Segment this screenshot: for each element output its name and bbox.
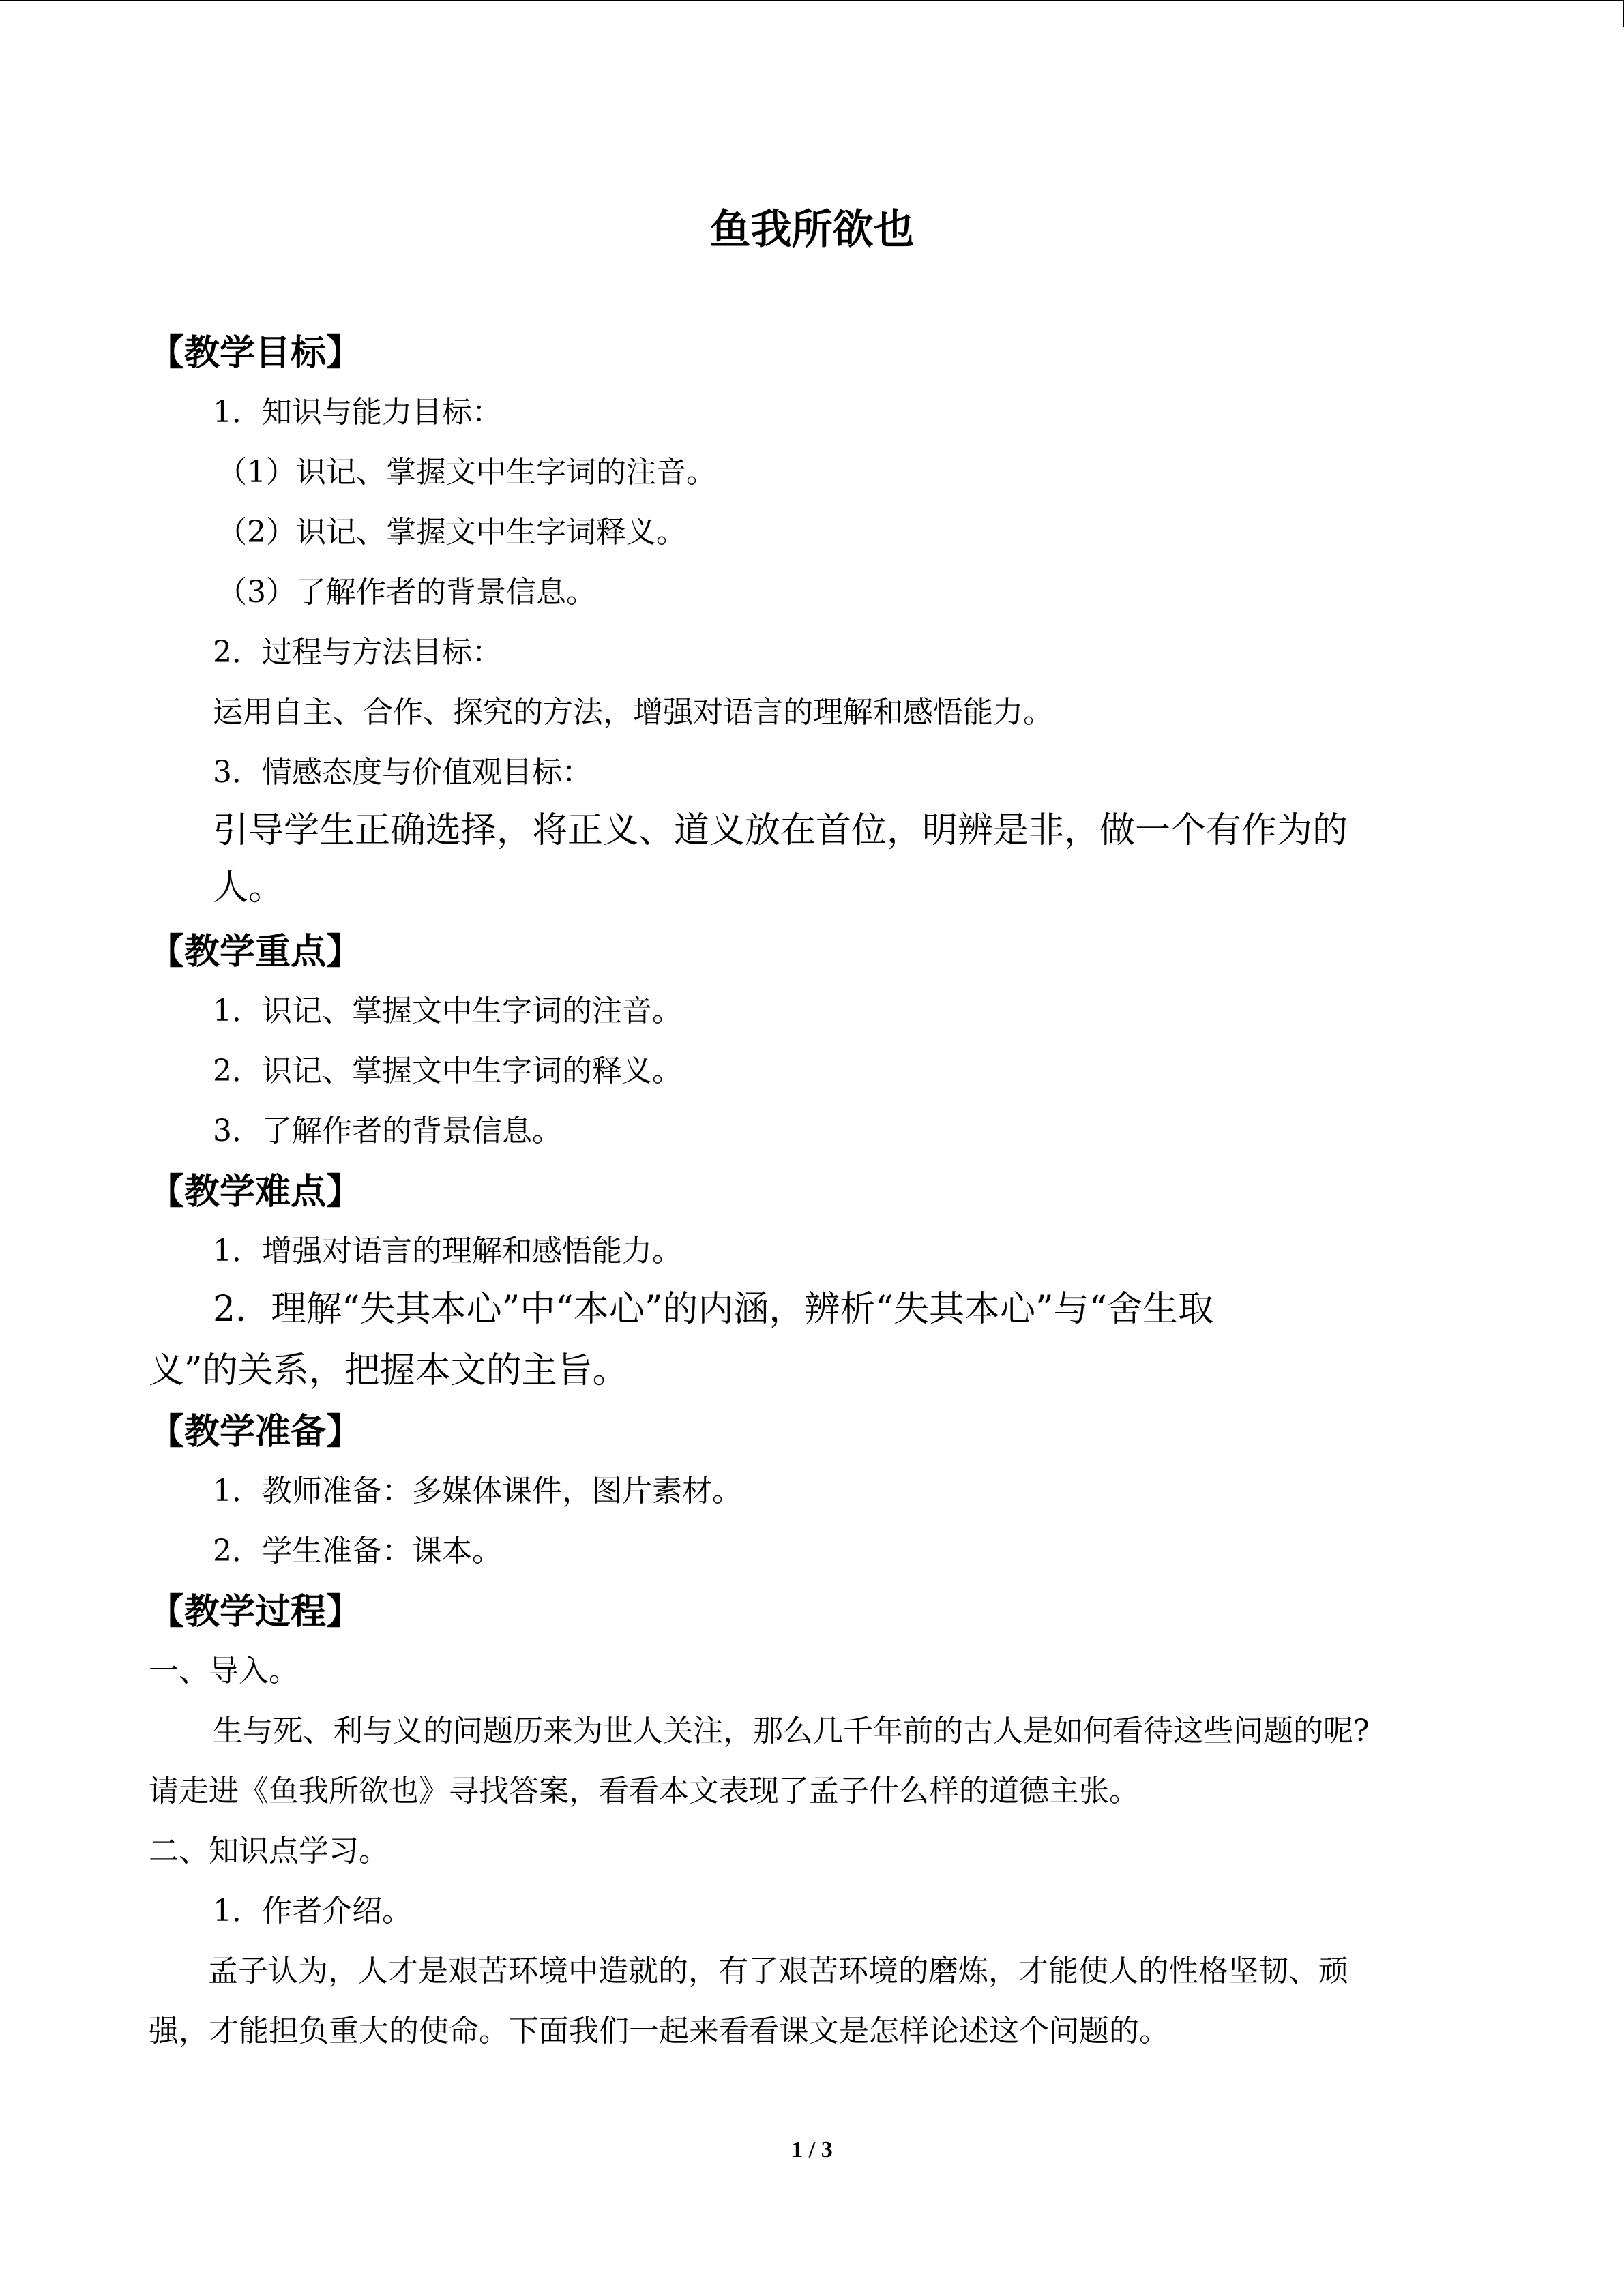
objectives-line-1: 1．知识与能力目标：: [213, 395, 502, 430]
process-line-1: 一、导入。: [149, 1654, 299, 1688]
objectives-line-4: （3）了解作者的背景信息。: [217, 575, 596, 610]
section-heading-objectives: 【教学目标】: [149, 333, 362, 374]
section-heading-process: 【教学过程】: [149, 1592, 362, 1632]
process-line-5: 1．作者介绍。: [213, 1894, 412, 1928]
process-line-6: 孟子认为，人才是艰苦环境中造就的，有了艰苦环境的磨炼，才能使人的性格坚韧、顽: [208, 1954, 1348, 1988]
process-line-3: 请走进《鱼我所欲也》寻找答案，看看本文表现了孟子什么样的道德主张。: [149, 1774, 1139, 1808]
objectives-line-3: （2）识记、掌握文中生字词释义。: [217, 515, 686, 550]
page-top-border: [0, 0, 1623, 1]
objectives-line-5: 2．过程与方法目标：: [213, 635, 502, 670]
key-points-line-2: 2．识记、掌握文中生字词的释义。: [213, 1054, 682, 1088]
objectives-line-9: 人。: [213, 867, 284, 908]
preparation-line-1: 1．教师准备：多媒体课件，图片素材。: [213, 1474, 742, 1508]
key-points-line-3: 3．了解作者的背景信息。: [213, 1114, 562, 1148]
objectives-line-7: 3．情感态度与价值观目标：: [213, 755, 592, 790]
difficulties-line-1: 1．增强对语言的理解和感悟能力。: [213, 1234, 682, 1268]
page-number: 1 / 3: [791, 2137, 833, 2162]
objectives-line-6: 运用自主、合作、探究的方法，增强对语言的理解和感悟能力。: [213, 695, 1053, 730]
process-line-4: 二、知识点学习。: [149, 1834, 389, 1868]
section-heading-difficulties: 【教学难点】: [149, 1172, 362, 1212]
section-heading-key-points: 【教学重点】: [149, 931, 362, 972]
objectives-line-8: 引导学生正确选择，将正义、道义放在首位，明辨是非，做一个有作为的: [213, 810, 1348, 851]
section-heading-preparation: 【教学准备】: [149, 1412, 362, 1452]
process-line-7: 强，才能担负重大的使命。下面我们一起来看看课文是怎样论述这个问题的。: [149, 2014, 1169, 2048]
key-points-line-1: 1．识记、掌握文中生字词的注音。: [213, 994, 682, 1028]
difficulties-line-2: 2．理解“失其本心”中“本心”的内涵，辨析“失其本心”与“舍生取: [213, 1289, 1214, 1330]
difficulties-line-3: 义”的关系，把握本文的主旨。: [149, 1350, 628, 1391]
document-title: 鱼我所欲也: [709, 206, 915, 254]
preparation-line-2: 2．学生准备：课本。: [213, 1534, 502, 1568]
objectives-line-2: （1）识记、掌握文中生字词的注音。: [217, 455, 716, 490]
process-line-2: 生与死、利与义的问题历来为世人关注，那么几千年前的古人是如何看待这些问题的呢?: [213, 1714, 1370, 1748]
